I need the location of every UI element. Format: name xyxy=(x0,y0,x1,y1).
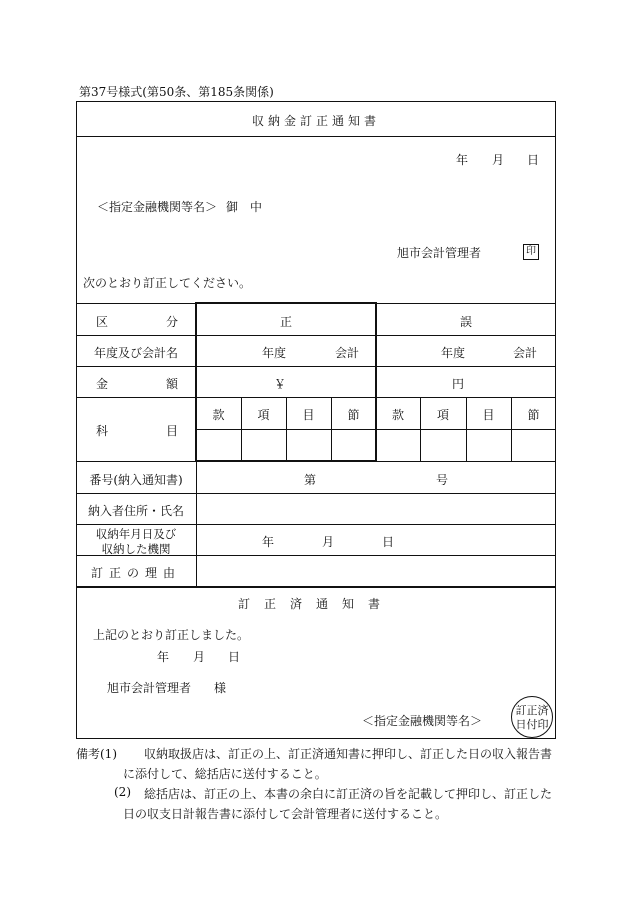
completion-message: 上記のとおり訂正しました。 xyxy=(93,628,250,642)
notes-item1-line1: 収納取扱店は、訂正の上、訂正済通知書に押印し、訂正した日の収入報告書 xyxy=(144,747,553,761)
date-month: 月 xyxy=(492,153,505,167)
completion-manager: 旭市会計管理者 xyxy=(107,681,192,695)
amount-label-text: 金 額 xyxy=(96,377,178,391)
completion-title: 訂正済通知書 xyxy=(237,597,394,611)
subject-kan-correct: 款 xyxy=(212,408,225,422)
form-number-label: 第37号様式(第50条、第185条関係) xyxy=(79,85,274,99)
wrong-account-unit: 会計 xyxy=(513,346,538,360)
subject-moku-wrong: 目 xyxy=(482,408,495,422)
wrong-year-unit: 年度 xyxy=(441,346,466,360)
currency-unit: 円 xyxy=(452,377,465,391)
number-label: 番号(納入通知書) xyxy=(89,473,183,487)
date-year: 年 xyxy=(456,153,469,167)
notes-item1-line2: に添付して、総括店に送付すること。 xyxy=(123,767,327,781)
date-stamp-line2: 日付印 xyxy=(515,718,549,731)
reason-label: 訂正の理由 xyxy=(90,566,181,580)
subject-setsu-wrong: 節 xyxy=(527,408,540,422)
payer-label: 納入者住所・氏名 xyxy=(87,504,184,518)
category-header-text: 区 分 xyxy=(96,315,178,329)
received-day: 日 xyxy=(382,535,395,549)
subject-kan-wrong: 款 xyxy=(391,408,404,422)
completion-month: 月 xyxy=(193,650,206,664)
completion-year: 年 xyxy=(157,650,170,664)
received-label-line1: 収納年月日及び xyxy=(95,527,177,541)
correct-header: 正 xyxy=(279,315,292,329)
manager-name: 旭市会計管理者 xyxy=(397,246,482,260)
subject-setsu-correct: 節 xyxy=(347,408,360,422)
correction-request: 次のとおり訂正してください。 xyxy=(83,276,252,290)
category-header xyxy=(96,313,178,330)
table-line xyxy=(76,493,556,494)
bank-addressee: ＜指定金融機関等名＞ xyxy=(97,200,218,214)
notes-item2-num: (2) xyxy=(114,785,131,799)
completion-addressee: ＜指定金融機関等名＞ xyxy=(362,714,483,728)
year-account-label: 年度及び会計名 xyxy=(93,346,178,360)
number-suffix: 号 xyxy=(436,473,449,487)
currency-symbol: ￥ xyxy=(274,377,287,391)
date-day: 日 xyxy=(527,153,540,167)
amount-label xyxy=(96,375,178,392)
correct-account-unit: 会計 xyxy=(335,346,360,360)
correct-year-unit: 年度 xyxy=(262,346,287,360)
subject-moku-correct: 目 xyxy=(302,408,315,422)
received-month: 月 xyxy=(322,535,335,549)
subject-label-text: 科 目 xyxy=(96,424,178,438)
completion-day: 日 xyxy=(228,650,241,664)
notes-item2-line2: 日の収支日計報告書に添付して会計管理者に送付すること。 xyxy=(123,807,448,821)
seal-mark: 印 xyxy=(523,244,539,260)
date-stamp-circle xyxy=(511,696,553,738)
received-label-line2: 収納した機関 xyxy=(101,542,171,556)
table-line xyxy=(76,524,556,525)
subject-kou-correct: 項 xyxy=(257,408,270,422)
notes-item2-line1: 総括店は、訂正の上、本書の余白に訂正済の旨を記載して押印し、訂正した xyxy=(144,787,553,801)
table-line xyxy=(76,586,556,588)
title-divider xyxy=(76,136,556,137)
number-prefix: 第 xyxy=(304,473,317,487)
addressee-honorific: 御 中 xyxy=(226,200,263,214)
form-title: 収納金訂正通知書 xyxy=(251,114,380,128)
notes-prefix: 備考(1) xyxy=(76,747,117,761)
date-stamp-line1: 訂正済 xyxy=(515,704,549,717)
wrong-header: 誤 xyxy=(459,315,472,329)
subject-kou-wrong: 項 xyxy=(436,408,449,422)
received-year: 年 xyxy=(262,535,275,549)
subject-label xyxy=(96,422,178,439)
completion-honorific: 様 xyxy=(214,681,227,695)
